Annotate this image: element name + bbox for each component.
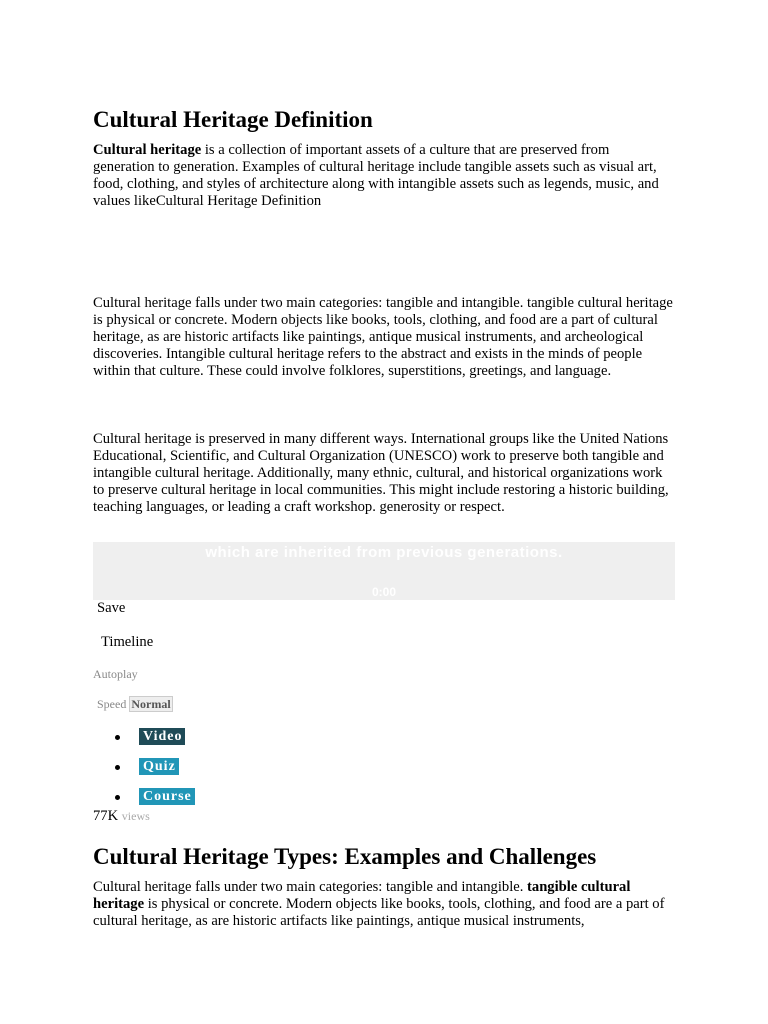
video-caption: which are inherited from previous generations. [205, 544, 563, 561]
bullet-icon [115, 795, 120, 800]
types-rest: is physical or concrete. Modern objects like books, tools, clothing, and food are a part of cultural heritage, as are historic artifacts like paintings, antique musical instruments, [93, 896, 665, 929]
autoplay-toggle[interactable]: Autoplay [93, 667, 138, 681]
view-count [93, 808, 150, 825]
speed-label: Speed [97, 697, 127, 711]
speed-control[interactable] [97, 697, 173, 712]
section-title: Cultural Heritage Types: Examples and Challenges [93, 844, 597, 869]
speed-value[interactable]: Normal [131, 697, 171, 711]
article-title: Cultural Heritage Definition [93, 107, 373, 132]
intro-paragraph [93, 142, 673, 210]
save-button[interactable]: Save [97, 600, 126, 616]
tab-video[interactable]: Video [139, 728, 185, 745]
bullet-icon [115, 765, 120, 770]
tab-item-video [93, 728, 233, 748]
types-paragraph [93, 879, 673, 930]
intro-bold-term: Cultural heritage [93, 142, 202, 158]
tab-item-quiz [93, 758, 233, 778]
views-label: views [121, 809, 150, 823]
types-bold-term: tangible cultural heritage [93, 879, 631, 912]
preservation-paragraph: Cultural heritage is preserved in many different ways. International groups like the United Nations Educational, Scientific, and Cultural Organization (UNESCO) work to preserve both tangible and intangible cultural heritage. Additionally, many ethnic, cultural, and historical organizations work to preserve cultural heritage in local communities. This might include restoring a historic building, teaching languages, or leading a craft workshop. generosity or respect. [93, 431, 669, 515]
tab-item-course [93, 788, 233, 808]
timeline-button[interactable]: Timeline [101, 634, 154, 650]
bullet-icon [115, 735, 120, 740]
video-player[interactable] [93, 542, 675, 600]
views-number: 77K [93, 808, 119, 824]
video-time: 0:00 [371, 585, 397, 599]
intro-text: is a collection of important assets of a culture that are preserved from generation to generation. Examples of cultural heritage include tangible assets such as visual art, food, clothing, and styles of architecture along with intangible assets such as legends, music, and values likeCultural Heritage Definition [93, 142, 659, 209]
tab-course[interactable]: Course [139, 788, 195, 805]
tab-quiz[interactable]: Quiz [139, 758, 179, 775]
categories-paragraph: Cultural heritage falls under two main categories: tangible and intangible. tangible cultural heritage is physical or concrete. Modern objects like books, tools, clothing, and food are a part of cultural heritage, as are historic artifacts like paintings, antique musical instruments, and archeological discoveries. Intangible cultural heritage refers to the abstract and exists in the minds of people within that culture. These could involve folklores, superstitions, greetings, and language. [93, 295, 673, 379]
types-lead: Cultural heritage falls under two main categories: tangible and intangible. [93, 879, 528, 895]
